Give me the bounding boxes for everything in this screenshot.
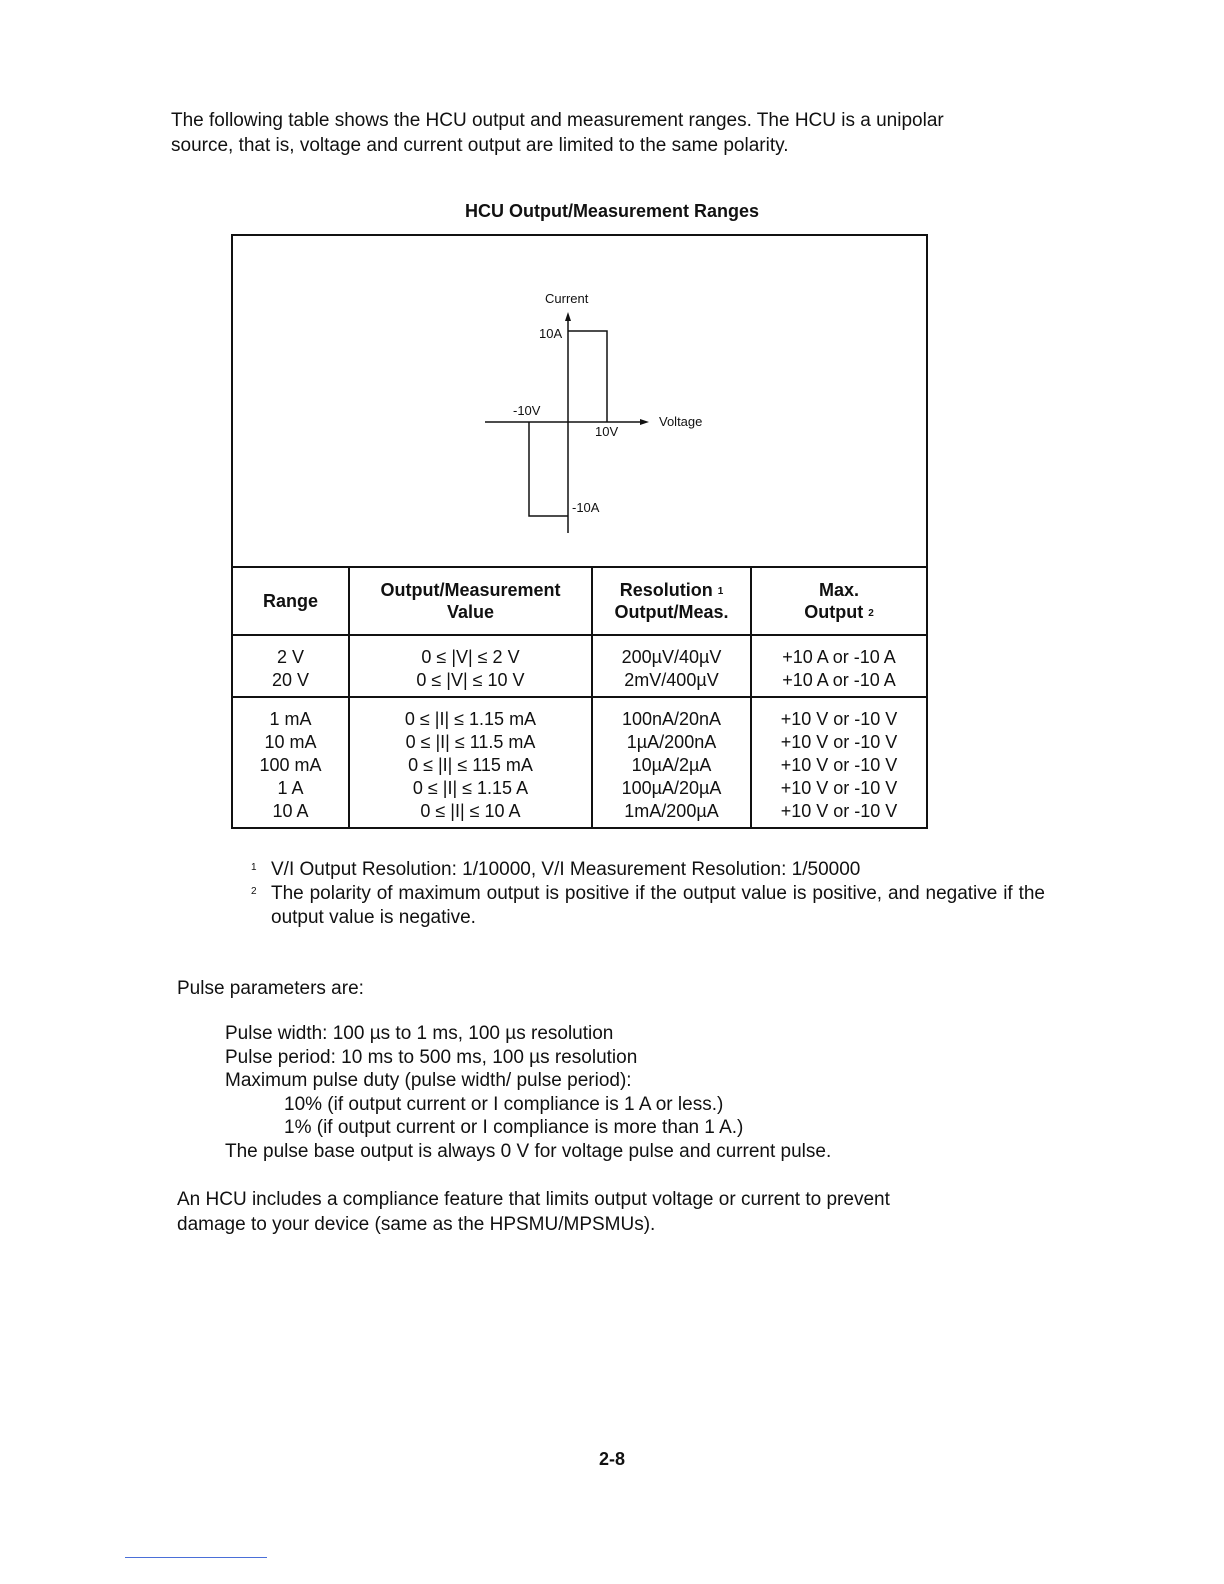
intro-line-1: The following table shows the HCU output and measurement ranges. The HCU is a unipolar	[171, 110, 944, 131]
ranges-table	[231, 566, 928, 829]
pulse-duty-low: 10% (if output current or I compliance is 1 A or less.)	[284, 1093, 724, 1115]
compliance-line-1: An HCU includes a compliance feature that limits output voltage or current to prevent	[177, 1189, 890, 1210]
pulse-base: The pulse base output is always 0 V for voltage pulse and current pulse.	[225, 1140, 832, 1162]
current-resolution-cell: 100nA/20nA 1µA/200nA 10µA/2µA 100µA/20µA 1mA/200µA	[592, 697, 751, 828]
voltage-resolution-cell: 200µV/40µV 2mV/400µV	[592, 635, 751, 697]
voltage-max-output-cell: +10 A or -10 A +10 A or -10 A	[751, 635, 927, 697]
header-max-output: Max. Output $^2$	[751, 567, 927, 635]
range-diagram	[231, 234, 928, 567]
footnote-1	[240, 858, 1045, 882]
footnote-2-mark: 2	[251, 886, 257, 897]
pos-voltage-label: 10V	[595, 424, 619, 439]
footnote-1-mark: 1	[251, 862, 257, 873]
pulse-intro: Pulse parameters are:	[177, 978, 364, 999]
header-resolution: Resolution $^1$ Output/Meas.	[592, 567, 751, 635]
voltage-axis-label: Voltage	[659, 414, 703, 429]
page-number: 2-8	[598, 1449, 625, 1469]
neg-voltage-label: -10V	[513, 403, 541, 418]
current-range-cell: 1 mA 10 mA 100 mA 1 A 10 A	[232, 697, 349, 828]
pulse-duty: Maximum pulse duty (pulse width/ pulse period):	[225, 1070, 632, 1091]
table-footnotes	[240, 858, 1045, 930]
current-value-cell: 0 ≤ |I| ≤ 1.15 mA 0 ≤ |I| ≤ 11.5 mA 0 ≤ |I| ≤ 115 mA 0 ≤ |I| ≤ 1.15 A 0 ≤ |I| ≤ 10 A	[349, 697, 592, 828]
voltage-value-cell: 0 ≤ |V| ≤ 2 V 0 ≤ |V| ≤ 10 V	[349, 635, 592, 697]
intro-line-2: source, that is, voltage and current output are limited to the same polarity.	[171, 135, 789, 156]
table-row-current-ranges	[232, 697, 927, 828]
pulse-period: Pulse period: 10 ms to 500 ms, 100 µs resolution	[225, 1046, 638, 1068]
pos-current-label: 10A	[539, 326, 563, 341]
header-value: Output/Measurement Value	[349, 567, 592, 635]
current-axis-label: Current	[545, 291, 589, 306]
table-row-voltage-ranges	[232, 635, 927, 697]
pulse-width: Pulse width: 100 µs to 1 ms, 100 µs resolution	[225, 1023, 614, 1044]
positive-quadrant-boundary	[568, 331, 607, 422]
compliance-line-2: damage to your device (same as the HPSMU/MPSMUs).	[177, 1214, 656, 1235]
pulse-parameters	[225, 1022, 1025, 1163]
footnote-2-text: The polarity of maximum output is positive if the output value is positive, and negative if the output value is negative.	[271, 883, 1045, 928]
footnote-2	[240, 882, 1045, 930]
range-diagram-svg	[233, 236, 930, 569]
voltage-axis-arrowhead	[640, 419, 649, 425]
footnote-ref-2: 2	[868, 608, 874, 619]
intro-paragraph	[171, 108, 1051, 158]
table-title: HCU Output/Measurement Ranges	[464, 201, 760, 221]
footer-rule	[125, 1557, 267, 1558]
negative-quadrant-boundary	[529, 422, 568, 516]
table-header-row	[232, 567, 927, 635]
pulse-duty-high: 1% (if output current or I compliance is more than 1 A.)	[284, 1117, 744, 1138]
current-max-output-cell: +10 V or -10 V +10 V or -10 V +10 V or -10 V +10 V or -10 V +10 V or -10 V	[751, 697, 927, 828]
compliance-paragraph	[177, 1187, 1037, 1237]
current-axis-arrowhead	[565, 312, 571, 321]
voltage-range-cell: 2 V 20 V	[232, 635, 349, 697]
neg-current-label: -10A	[572, 500, 600, 515]
footnote-ref-1: 1	[717, 586, 724, 597]
header-range: Range	[232, 567, 349, 635]
footnote-1-text: V/I Output Resolution: 1/10000, V/I Measurement Resolution: 1/50000	[271, 859, 861, 880]
